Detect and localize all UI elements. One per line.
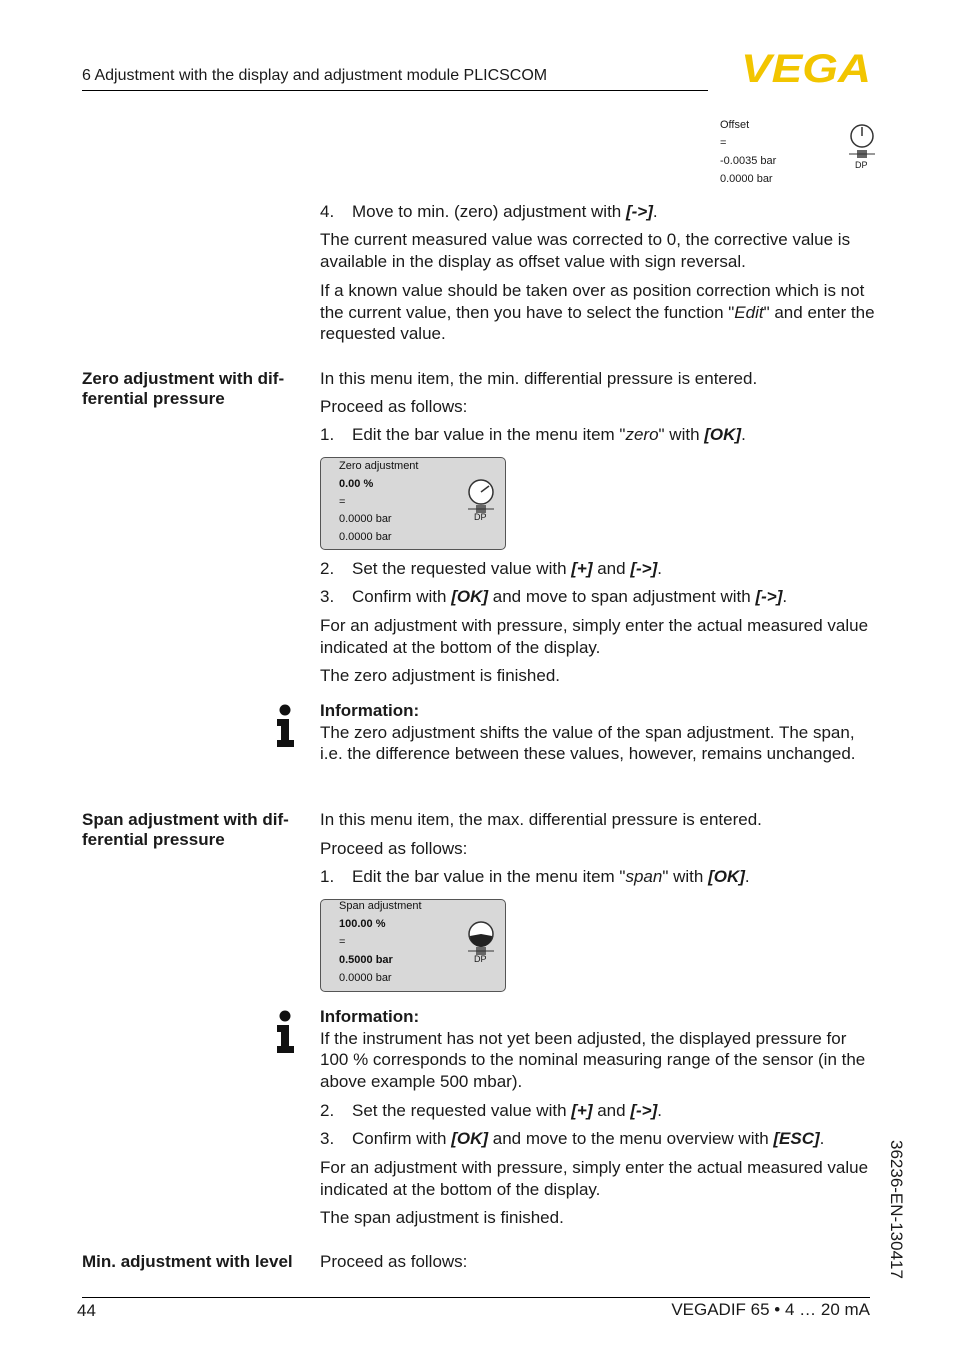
step-4: 4. Move to min. (zero) adjustment with [->]. xyxy=(320,202,658,221)
svg-text:VEGA: VEGA xyxy=(741,50,871,84)
dial-icon xyxy=(465,918,497,958)
paragraph-corrected: The current measured value was corrected to 0, the corrective value is available in the display as offset value with sign reversal. xyxy=(320,230,851,271)
zero-side-heading: Zero adjustment with dif- ferential pressure xyxy=(82,369,285,408)
zero-intro: In this menu item, the min. differential pressure is entered. xyxy=(320,369,758,388)
offset-line-3: -0.0035 bar xyxy=(720,155,777,167)
zero-finished: The zero adjustment is finished. xyxy=(320,666,561,685)
zero-step-1: 1. Edit the bar value in the menu item "zero" with [OK]. xyxy=(320,425,746,444)
span-step-2: 2. Set the requested value with [+] and [->]. xyxy=(320,1101,662,1120)
product-name: VEGADIF 65 • 4 … 20 mA xyxy=(671,1300,870,1319)
offset-line-1: Offset xyxy=(720,119,750,131)
dial-icon xyxy=(465,476,497,516)
vega-logo xyxy=(741,50,873,84)
dp-label: DP xyxy=(855,160,868,170)
zero-step-2: 2. Set the requested value with [+] and [->]. xyxy=(320,559,662,578)
chapter-header: 6 Adjustment with the display and adjustment module PLICSCOM xyxy=(82,67,548,84)
info-icon xyxy=(274,704,296,748)
header-rule xyxy=(82,90,708,91)
dp-label: DP xyxy=(474,954,487,964)
zero-proceed: Proceed as follows: xyxy=(320,397,468,416)
span-information: Information: If the instrument has not yet been adjusted, the displayed pressure for 100 % corresponds to the nominal measuring range of the sensor (in the above example 500 mbar). xyxy=(320,1007,866,1091)
span-side-heading: Span adjustment with dif- ferential pressure xyxy=(82,810,289,849)
zero-step-3: 3. Confirm with [OK] and move to span adjustment with [->]. xyxy=(320,587,788,606)
span-step-3: 3. Confirm with [OK] and move to the menu overview with [ESC]. xyxy=(320,1129,825,1148)
offset-line-2: = xyxy=(720,137,727,149)
zero-information: Information: The zero adjustment shifts the value of the span adjustment. The span, i.e. the difference between these values, however, remains unchanged. xyxy=(320,701,856,763)
footer-rule xyxy=(82,1297,870,1298)
span-step-1: 1. Edit the bar value in the menu item "span" with [OK]. xyxy=(320,867,750,886)
offset-line-4: 0.0000 bar xyxy=(720,173,773,185)
page-number: 44 xyxy=(77,1301,96,1320)
span-proceed: Proceed as follows: xyxy=(320,839,468,858)
span-intro: In this menu item, the max. differential pressure is entered. xyxy=(320,810,762,829)
offset-display xyxy=(720,116,776,188)
min-level-side-heading: Min. adjustment with level xyxy=(82,1252,293,1271)
span-finished: The span adjustment is finished. xyxy=(320,1208,564,1227)
document-id: 36236-EN-130417 xyxy=(887,1140,906,1279)
zero-pressure-note: For an adjustment with pressure, simply enter the actual measured value indicated at the bottom of the display. xyxy=(320,616,869,657)
zero-adjustment-display: Zero adjustment 0.00 % = 0.0000 bar 0.0000 bar DP xyxy=(320,457,506,550)
span-adjustment-display: Span adjustment 100.00 % = 0.5000 bar 0.0000 bar DP xyxy=(320,899,506,992)
dp-label: DP xyxy=(474,512,487,522)
info-icon xyxy=(274,1010,296,1054)
min-level-proceed: Proceed as follows: xyxy=(320,1252,468,1271)
paragraph-known-value: If a known value should be taken over as position correction which is not the current value, then you have to select the function "Edit" and enter the requested value. xyxy=(320,281,875,343)
span-pressure-note: For an adjustment with pressure, simply enter the actual measured value indicated at the bottom of the display. xyxy=(320,1158,869,1199)
